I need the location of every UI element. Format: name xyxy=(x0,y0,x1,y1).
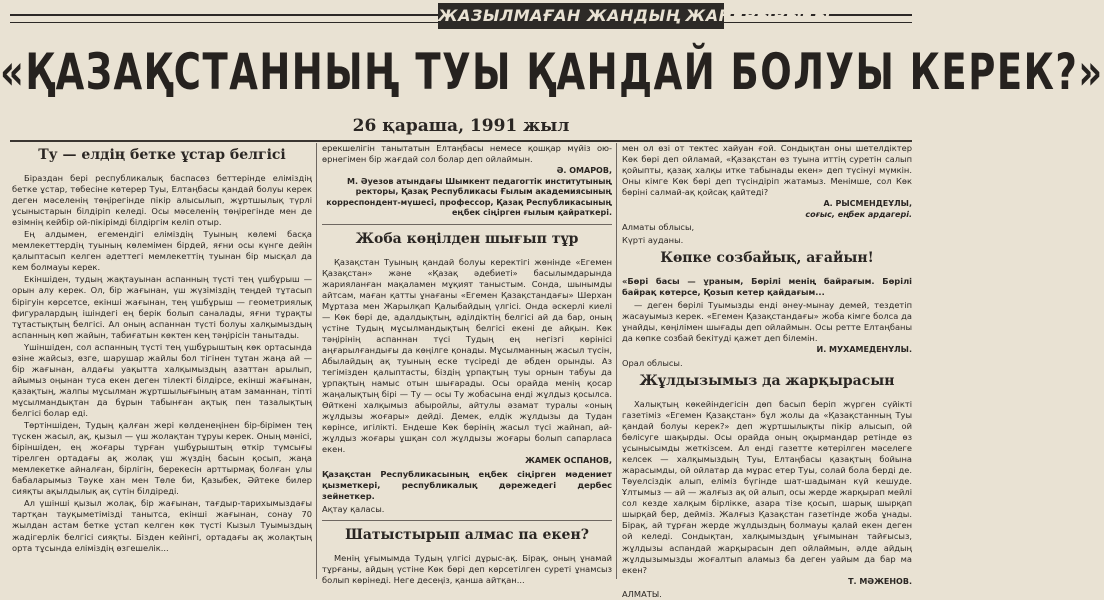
article-title-4: Көпке созбайық, ағайын! xyxy=(660,250,874,267)
place-note: Орал облысы. xyxy=(622,357,683,368)
paragraph: — деген бөрілі Туымызды енді әнеу-мынау демей, тездетіп жасауымыз керек. «Егемен Қазақстандағы» жоба кімге болса да ұнайды, көңілімен шығады деп ойлаймын. Осы ретте Елтаңбаны да көпке созбай бекітуді қажет деп білемін. xyxy=(622,300,912,344)
paragraph: Ең алдымен, егемендігі еліміздің Туының көлемі басқа мемлекеттердің туының көлемімен бірдей, яғни осы күнге дейін қалыптасып келген әдеттегі мемлекеттің туынан бір мысқал да кем болмауы керек. xyxy=(12,229,312,273)
place-note: Алматы облысы, xyxy=(622,222,695,233)
article-title-1: Ту — елдің бетке ұстар белгісі xyxy=(38,147,286,163)
paragraph: Үшіншіден, сол аспанның түсті тең үшбұрыштың көк ортасында өзіне жайсыз, өзге, шарушар жайлы бол тігінен тұтан жаңа ай — бір жағынан, алдағы уақытта халқымыздың азаттан арылып, айымыз оңынан туса екен деген тілекті білдірсе, екінші жағынан, қазақтың, жалпы мұсылман жұртшылығының атам заманнан, тіпті мұсылмандықтан да бұрын табынған ақтық пен тазалықтың белгісі болар еді. xyxy=(12,341,312,418)
article-title-2: Жоба көңілден шығып тұр xyxy=(355,230,579,247)
main-headline: «ҚАЗАҚСТАННЫҢ ТУЫ ҚАНДАЙ БОЛУЫ КЕРЕК?» xyxy=(0,43,1104,102)
place-note: Күрті ауданы. xyxy=(622,235,684,246)
column-2 xyxy=(322,143,612,586)
place-note: АЛМАТЫ. xyxy=(622,589,662,600)
paragraph: Қазақстан Туының қандай болуы керектігі жөнінде «Егемен Қазақстан» және «Қазақ әдебиеті» басылымдарында жарияланған мақаламен мұқият таныстым. Сонда, шынымды айтсам, маған қатты ұнағаны «Егемен Қазақстандағы» Шерхан Мұртаза мен Жарылқап Қалыбайдың үлгісі. Онда әскерлі киелі — Көк бөрі де, адалдықтың, әділдіктің белгісі ай да бар, оның үстіне Тудың мұсылмандықтың белгісі екені де айқын. Көк тәңірінің аспаннан түсі Тудың ең негізгі көрінісі аңғарылғандығы да көңілге қонады. Мұсылманның жасыл түсін, Абылайдың ақ туының еске түсіреді де әбден орынды. Аз тегімізден қалыптасты, біздің ұрпақтың туы орнын табуы да ұрпақтың намыс отын шығарады. Осы орайда менің қосар жаңалықтың бірі — Ту — осы Ту жобасына енді жұлдыз қосылса. Өйткені халқымыз абыройлы, айтулы әзамат туралы «оның жұлдызы жоғары» дейді. Демек, елдік жұлдызы да Тудан көрінсе, игілікті. Ендеше Көк бөрінің жасыл түсі жайнап, ай-жұлдыз жоғары ұшқан сол жұлдызы жоғары болып сапарласа екен. xyxy=(322,256,612,455)
headline-rule xyxy=(10,140,912,142)
column-divider-1 xyxy=(316,143,317,579)
place-note: Ақтау қаласы. xyxy=(322,503,385,514)
author-signature: Ә. ОМАРОВ, xyxy=(556,166,612,176)
author-signature: А. РЫСМЕНДЕҰЛЫ, xyxy=(823,199,912,209)
author-signature: ЖАМЕК ОСПАНОВ, xyxy=(525,456,612,466)
column-3 xyxy=(622,143,912,600)
paragraph: Екіншіден, тудың жақтауынан аспанның түсті тең үшбұрыш — орын алу керек. Ол, бір жағынан, үш жүзіміздің теңдей тұтасып бірігуін көрсетсе, екінші жағынан, тең үшбұрыш — геометриялық фигуралардың ішіндегі ең берік болып саналады, яғни тұрақты тұтастықтың белгісі. Ал оның аспаннан түсті болуы халқымыздың аспанның көп жайын, табиғатын көктен кең тәңірісін танытады. xyxy=(12,274,312,340)
article-title-5: Жұлдызымыз да жарқырасын xyxy=(639,372,895,389)
paragraph: мен ол өзі от тектес хайуан ғой. Сондықтан оны шетелдіктер Көк бөрі деп ойламай, «Қазақстан өз туына иттің суретін салып қойыпты, қазақ халқы итке табынады екен» деп түсінуі мүмкін. Оны кімге Көк бөрі деп түсіндіріп жатамыз. Менімше, сол Көк бөріні салмай-ақ қойсақ қайтеді? xyxy=(622,143,912,198)
paragraph: Ал үшінші қызыл жолақ, бір жағынан, тағдыр-тарихымыздағы тартқан тауқыметімізді танытса, екінші жағынан, сонау 70 жылдан астам бетке ұстап келген көк түсті Кызыл Туымыздың жадігерлік белгісі сияқты. Бізден кейінгі, ортадағы ақ жолақтың орта тұсында еліміздің өзгешелік... xyxy=(12,498,312,553)
rubric-banner: ЖАЗЫЛМАҒАН ЖАНДЫҢ ЖАНЕРЫРЫҒЫ xyxy=(438,3,724,29)
section-rule xyxy=(322,520,612,521)
column-divider-2 xyxy=(616,143,617,579)
author-signature: И. МУХАМЕДЕНҰЛЫ. xyxy=(816,345,912,355)
author-description: Қазақстан Республикасының еңбек сіңірген мәдениет қызметкері, республикалық дәрежедегі дербес зейнеткер. xyxy=(322,468,612,501)
paragraph: Төртіншіден, Тудың қалған жері көлденеңінен бір-бірімен тең түскен жасыл, ақ, қызыл — үш жолақтан тұруы керек. Оның мәнісі, біріншіден, ең жоғары тұрған үшбұрыштың өткір түмсығы тірелген ортадағы ақ жолақ үш жүздің басын қосып, жаңа мемлекетке айналған, бірлігін, берекесін арттырмақ болған ұлы бабаларымыз Тәуке хан мен Төле би, Қазыбек, Әйтеке билер сияқты ақылдылық ақ сүтін білдіреді. xyxy=(12,420,312,497)
paragraph: ерекшелігін танытатын Елтаңбасы немесе қошқар мүйіз ою-өрнегімен бір жағдай сол болар деп ойлаймын. xyxy=(322,143,612,165)
author-signature: Т. МӘЖЕНОВ. xyxy=(848,576,912,586)
dateline: 26 қараша, 1991 жыл xyxy=(352,116,570,136)
verse-quote: «Бөрі басы — ұраным, Бөрілі менің байрағым. Бөрілі байрақ көтерсе, Қозып кетер қайдағым... xyxy=(622,276,912,298)
author-description: М. Әуезов атындағы Шымкент педагогтік институтының ректоры, Қазақ Республикасы Ғылым академиясының корреспондент-мүшесі, профессор, Қазақ Республикасының еңбек сіңірген ғылым қайраткері. xyxy=(326,176,612,218)
column-1 xyxy=(12,143,312,579)
section-rule xyxy=(322,224,612,225)
paragraph: Халықтың көкейіндегісін дөп басып беріп жүрген сүйікті газетіміз «Егемен Қазақстан» бұл жолы да «Қазақстанның Туы қандай болуы керек?» деп жұртшылықты пікір алысып, ой бөлісуге шақырды. Осы орайда оның оқырмандар ретінде өз ұсынысымды жеткізсем. Ал енді газетте көтерілген мәселеге келсек — халқымыздың Туы, Елтаңбасы қазақтың бойына жарасымды, ой ойлатар да мұрас етер Туы, солай бола берді де. Төуелсіздік алып, еліміз бүгінде шат-шадыман күй кешуде. Ұлтымыз — ай — жалғыз ақ ой алып, осы жерде жарқырап мейлі сол кезде халқым бірлікке, азара тізе қосып, шарық шырқап шырқай бер, дейміз. Жалғыз Қазақстан газетінде жоба ұнады. Бірақ, ай тұрған жерде жұлдыздың болмауы қалай екен деген ой келеді. Сондықтан, халқымыздың ұғымынан тайғысыз, жұлдызы аспандай жарқырасын деп ойлаймын, әлде айдың жұлдызымызды жоғалтып аламыз ба деген уайым да бар ма екен? xyxy=(622,398,912,575)
author-description: соғыс, еңбек ардагері. xyxy=(805,209,912,219)
article-title-3: Шатыстырып алмас па екен? xyxy=(345,526,589,543)
paragraph: Менің ұғымымда Тудың үлгісі дұрыс-ақ. Бірақ, оның ұнамай тұрғаны, айдың үстіне Көк бөрі деп көрсетілген суреті ұнамсыз болып көрінеді. Неге десеңіз, қанша айтқан... xyxy=(322,552,612,586)
paragraph: Біраздан бері республикалық баспасөз беттерінде еліміздің бетке ұстар, төбесіне көтерер Туы, Елтаңбасы қандай болуы керек деген мәселенің төңірегінде пікір алысылып, жұртшылық түрлі ұсыныстарын білдіріп келеді. Осы мәселенің төңірегінде мен де өзімнің кейбір ой-пікірімді білдіргім келіп отыр. xyxy=(12,173,312,228)
